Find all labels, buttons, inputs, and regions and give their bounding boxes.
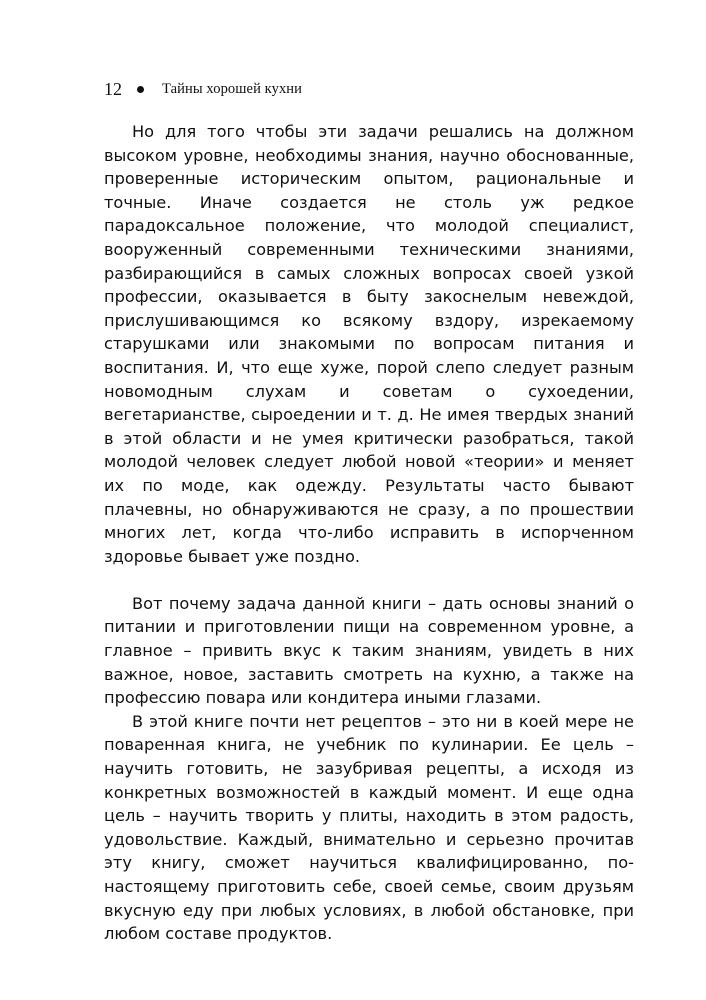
- paragraph-1: Но для того чтобы эти задачи решались на должном высоком уровне, необходимы знания, научно обоснованные, проверенные историческим опытом, рациональные и точные. Иначе создается не столь уж редкое парадоксальное положение, что молодой специалист, вооруженный современными техническими знаниями, разбирающийся в самых сложных вопросах своей узкой профессии, оказывается в быту закоснелым невеждой, прислушивающимся ко всякому вздору, изрекаемому старушками или знакомыми по вопросам питания и воспитания. И, что еще хуже, порой слепо следует разным новомодным слухам и советам о сухоедении, вегетарианстве, сыроедении и т. д. Не имея твердых знаний в этой области и не умея критически разобраться, такой молодой человек следует любой новой «теории» и меняет их по моде, как одежду. Результаты часто бывают плачевны, но обнаруживаются не сразу, а по прошествии многих лет, когда что-либо исправить в испорченном здоровье бывает уже поздно.: [104, 122, 634, 566]
- body-text: [104, 120, 634, 946]
- book-title: Тайны хорошей кухни: [162, 80, 303, 97]
- paragraph-3: В этой книге почти нет рецептов – это ни в коей мере не поваренная книга, не учебник по кулинарии. Ее цель – научить готовить, не зазубривая рецепты, а исходя из конкретных возможностей в каждый момент. И еще одна цель – научить творить у плиты, находить в этом радость, удовольствие. Каждый, внимательно и серьезно прочитав эту книгу, сможет научиться квалифицированно, по-настоящему приготовить себе, своей семье, своим друзьям вкусную еду при любых условиях, в любой обстановке, при любом составе продуктов.: [104, 711, 634, 944]
- paragraph-2: Вот почему задача данной книги – дать основы знаний о питании и приготовлении пищи на современном уровне, а главное – привить вкус к таким знаниям, увидеть в них важное, новое, заставить смотреть на кухню, а также на профессию повара или кондитера иными глазами.: [104, 593, 634, 708]
- running-head: [104, 78, 302, 100]
- page-number: 12: [104, 78, 122, 99]
- bullet-icon: [137, 86, 144, 93]
